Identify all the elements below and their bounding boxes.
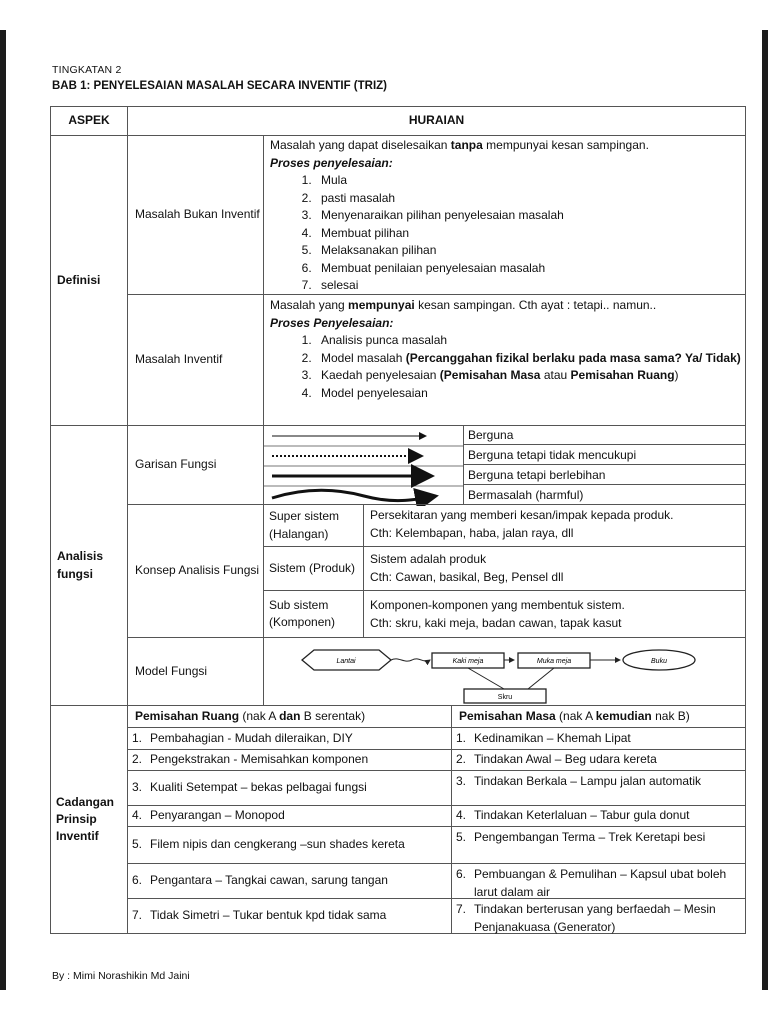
system-desc: Sistem adalah produk Cth: Cawan, basikal, Beg, Pensel dll — [363, 546, 746, 591]
author-credit: By : Mimi Norashikin Md Jaini — [52, 970, 190, 982]
masa-principle-6: 6. Pembuangan & Pemulihan – Kapsul ubat boleh larut dalam air — [451, 863, 746, 899]
subsystem-desc: Komponen-komponen yang membentuk sistem. Cth: skru, kaki meja, badan cawan, tapak kasut — [363, 590, 746, 638]
masa-principle-1: 1. Kedinamikan – Khemah Lipat — [451, 727, 746, 750]
masa-principle-2: 2. Tindakan Awal – Beg udara kereta — [451, 749, 746, 771]
legend-harmful: Bermasalah (harmful) — [463, 484, 746, 505]
aspek-analisis-fungsi: Analisis fungsi — [50, 425, 128, 706]
supersystem-desc: Persekitaran yang memberi kesan/impak kepada produk. Cth: Kelembapan, haba, jalan raya, dll — [363, 504, 746, 547]
ruang-principle-3: 3. Kualiti Setempat – bekas pelbagai fungsi — [127, 770, 452, 806]
bukan-step: 4. Membuat pilihan — [315, 225, 745, 243]
ruang-principle-7: 7. Tidak Simetri – Tukar bentuk kpd tidak sama — [127, 898, 452, 934]
supersystem-label: Super sistem (Halangan) — [263, 504, 364, 547]
aspek-definisi: Definisi — [50, 135, 128, 426]
inventif-step: 1. Analisis punca masalah — [315, 332, 745, 350]
grade-label: TINGKATAN 2 — [52, 64, 122, 76]
garisan-fungsi-label: Garisan Fungsi — [127, 425, 264, 505]
bukan-proses-heading: Proses penyelesaian: — [270, 155, 393, 170]
system-label: Sistem (Produk) — [263, 546, 364, 591]
masalah-bukan-inventif-label: Masalah Bukan Inventif — [127, 135, 264, 295]
legend-berguna: Berguna — [463, 425, 746, 445]
masa-principle-3: 3. Tindakan Berkala – Lampu jalan automatik — [451, 770, 746, 806]
right-edge-bar — [762, 30, 768, 990]
node-kaki-meja-text: Kaki meja — [452, 658, 484, 665]
inventif-proses-heading: Proses Penyelesaian: — [270, 315, 394, 330]
bukan-step: 2. pasti masalah — [315, 190, 745, 208]
node-buku-text: Buku — [651, 658, 667, 665]
inventif-step: 2. Model masalah (Percanggahan fizikal berlaku pada masa sama? Ya/ Tidak) — [315, 350, 745, 368]
model-fungsi-diagram — [263, 637, 746, 706]
left-edge-bar — [0, 30, 6, 990]
harmful-link — [391, 659, 430, 661]
konsep-analisis-fungsi-label: Konsep Analisis Fungsi — [127, 504, 264, 638]
masa-principle-5: 5. Pengembangan Terma – Trek Keretapi besi — [451, 826, 746, 864]
masalah-inventif-desc — [263, 294, 746, 426]
ruang-principle-4: 4. Penyarangan – Monopod — [127, 805, 452, 827]
bukan-step: 7. selesai — [315, 277, 745, 295]
pemisahan-masa-header: Pemisahan Masa (nak A kemudian nak B) — [451, 705, 746, 728]
bukan-step: 3. Menyenaraikan pilihan penyelesaian masalah — [315, 207, 745, 225]
link-muka-skru — [528, 668, 554, 689]
masa-principle-4: 4. Tindakan Keterlaluan – Tabur gula donut — [451, 805, 746, 827]
bukan-steps-list — [270, 172, 745, 295]
legend-berlebihan: Berguna tetapi berlebihan — [463, 464, 746, 485]
node-muka-meja-text: Muka meja — [536, 658, 572, 665]
harmful-line — [272, 490, 436, 500]
model-fungsi-label: Model Fungsi — [127, 637, 264, 706]
function-lines-legend — [263, 425, 463, 505]
masa-principle-7: 7. Tindakan berterusan yang berfaedah – Mesin Penjanakuasa (Generator) — [451, 898, 746, 934]
node-skru-text: Skru — [497, 694, 513, 701]
bukan-step: 6. Membuat penilaian penyelesaian masalah — [315, 260, 745, 278]
link-kaki-skru — [468, 668, 504, 689]
bukan-step: 5. Melaksanakan pilihan — [315, 242, 745, 260]
col-huraian-header: HURAIAN — [127, 106, 746, 136]
chapter-title: BAB 1: PENYELESAIAN MASALAH SECARA INVENTIF (TRIZ) — [52, 80, 387, 92]
bukan-step: 1. Mula — [315, 172, 745, 190]
masalah-bukan-inventif-desc — [263, 135, 746, 295]
bukan-intro: Masalah yang dapat diselesaikan tanpa mempunyai kesan sampingan. — [270, 138, 649, 152]
aspek-cadangan-prinsip: Cadangan Prinsip Inventif — [50, 705, 128, 934]
function-lines-svg — [264, 426, 464, 506]
function-model-svg — [264, 638, 747, 707]
ruang-principle-2: 2. Pengekstrakan - Memisahkan komponen — [127, 749, 452, 771]
inventif-intro: Masalah yang mempunyai kesan sampingan. Cth ayat : tetapi.. namun.. — [270, 298, 657, 312]
col-aspek-header: ASPEK — [50, 106, 128, 136]
inventif-step: 3. Kaedah penyelesaian (Pemisahan Masa atau Pemisahan Ruang) — [315, 367, 745, 385]
inventif-step: 4. Model penyelesaian — [315, 385, 745, 403]
ruang-principle-6: 6. Pengantara – Tangkai cawan, sarung tangan — [127, 863, 452, 899]
ruang-principle-5: 5. Filem nipis dan cengkerang –sun shades kereta — [127, 826, 452, 864]
subsystem-label: Sub sistem (Komponen) — [263, 590, 364, 638]
masalah-inventif-label: Masalah Inventif — [127, 294, 264, 426]
ruang-principle-1: 1. Pembahagian - Mudah dileraikan, DIY — [127, 727, 452, 750]
node-lantai-text: Lantai — [336, 658, 356, 665]
legend-tidak-mencukupi: Berguna tetapi tidak mencukupi — [463, 444, 746, 465]
pemisahan-ruang-header: Pemisahan Ruang (nak A dan B serentak) — [127, 705, 452, 728]
inventif-steps-list — [270, 332, 745, 402]
